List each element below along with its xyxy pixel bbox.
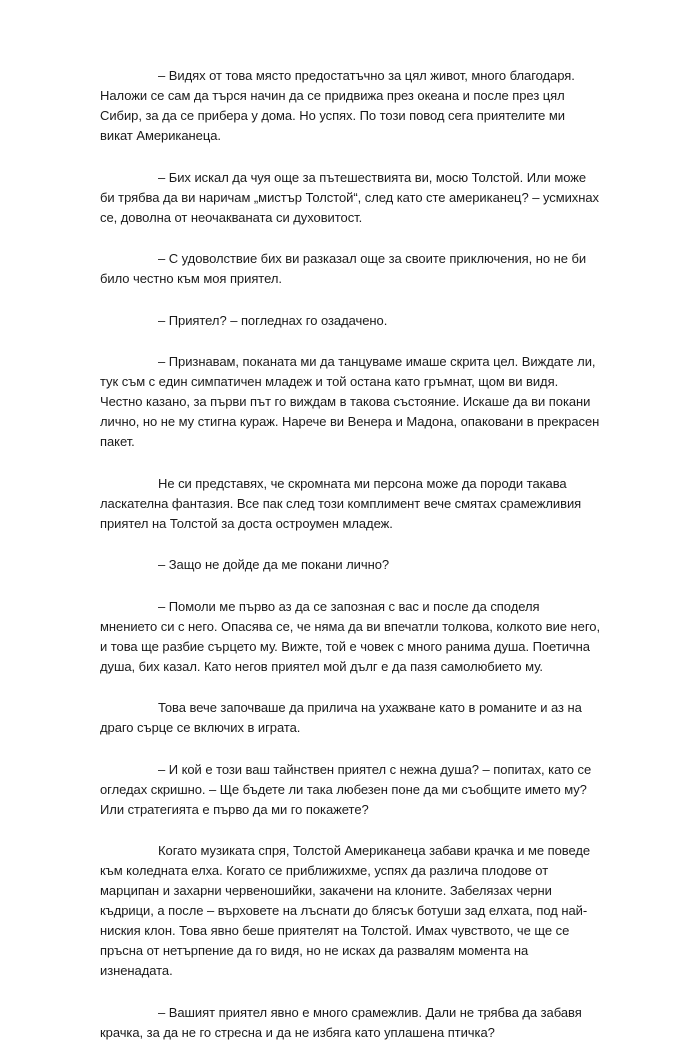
paragraph: – Признавам, поканата ми да танцуваме имаше скрита цел. Виждате ли, тук съм с един симпатичен младеж и той остана като гръмнат, щом ви видя. Честно казано, за първи път го виждам в такова състояние. Искаше да ви покани лично, но не му стигна кураж. Нарече ви Венера и Мадона, опаковани в прекрасен пакет. xyxy=(100,354,600,449)
paragraph: – И кой е този ваш тайнствен приятел с нежна душа? – попитах, като се огледах скришно. – Ще бъдете ли така любезен поне да ми съобщите името му? Или стратегията е първо да ми го покажете? xyxy=(100,761,592,817)
paragraph: – Бих искал да чуя още за пътешествията ви, мосю Толстой. Или може би трябва да ви наричам „мистър Толстой“, след като сте американец? – усмихнах се, доволна от неочакваната си духовитост. xyxy=(100,169,600,225)
paragraph: Не си представях, че скромната ми персона може да породи такава ласкателна фантазия. Все пак след този комплимент вече смятах срамежливия приятел на Толстой за доста остроумен младеж. xyxy=(100,475,582,531)
paragraph: Това вече започваше да прилича на ухажване като в романите и аз на драго сърце се включих в играта. xyxy=(100,700,582,735)
paragraph: – С удоволствие бих ви разказал още за своите приключения, но не би било честно към моя приятел. xyxy=(100,251,587,286)
paragraph: – Помоли ме първо аз да се запозная с вас и после да споделя мнението си с него. Опасява се, че няма да ви впечатли толкова, колкото вие него, и това ще разбие сърцето му. Вижте, той е човек с много ранима душа. Поетична душа, бих казал. Като негов приятел мой дълг е да пазя самолюбието му. xyxy=(100,598,600,674)
paragraph: Когато музиката спря, Толстой Американеца забави крачка и ме поведе към коледната елха. Когато се приближихме, успях да различа плодове от марципан и захарни червеношийки, закачени на клоните. Забелязах черни къдрици, а после – върховете на лъснати до блясък ботуши зад елхата, под най-ниския клон. Това явно беше приятелят на Толстой. Имах чувството, че ще се пръсна от нетърпение да го видя, но не исках да развалям момента на изненадата. xyxy=(100,843,591,978)
paragraph: – Приятел? – погледнах го озадачено. xyxy=(158,312,388,328)
paragraph: – Вашият приятел явно е много срамежлив. Дали не трябва да забавя крачка, за да не го стресна и да не избяга като уплашена птичка? xyxy=(100,1004,582,1040)
paragraph: – Защо не дойде да ме покани лично? xyxy=(158,557,390,572)
paragraph: – Видях от това място предостатъчно за цял живот, много благодаря. Наложи се сам да търся начин да се придвижа през океана и после през цял Сибир, за да се прибера у дома. Но успях. По този повод сега приятелите ми викат Американеца. xyxy=(100,68,575,143)
